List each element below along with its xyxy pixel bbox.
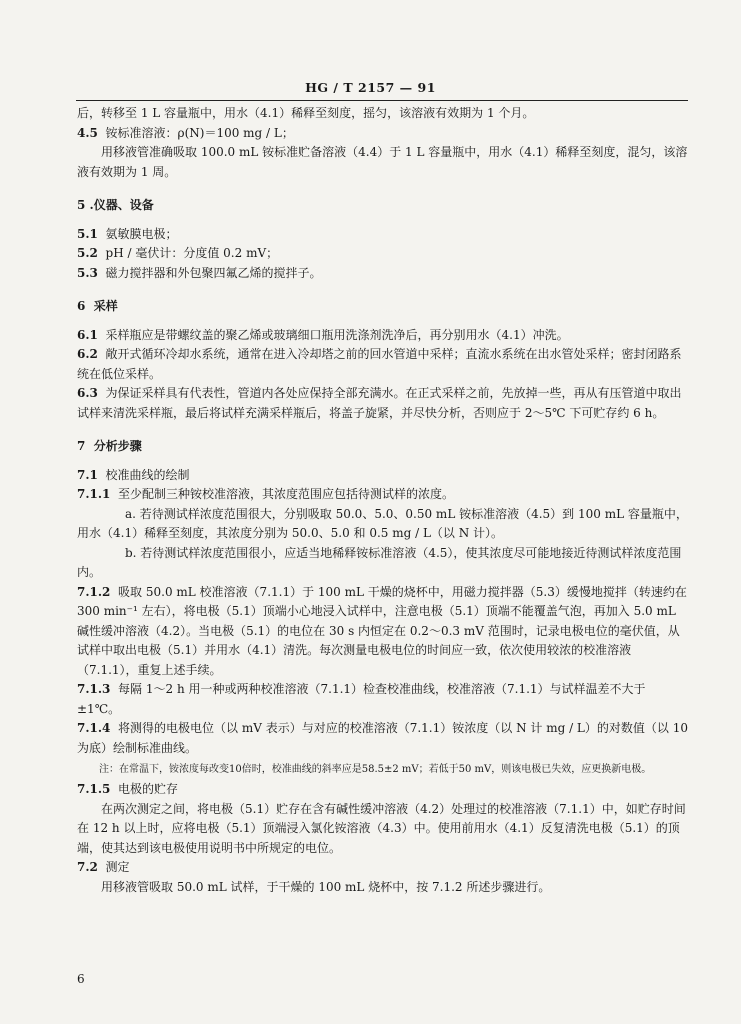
section-text: 为保证采样具有代表性，管道内各处应保持全部充满水。在正式采样之前，先放掉一些，再从有压管道中取出试样来清洗采样瓶，最后将试样充满采样瓶后，将盖子旋紧，并尽快分析，否则应于 2～5℃ 下可贮存约 6 h。 bbox=[77, 386, 682, 420]
paragraph: 后，转移至 1 L 容量瓶中，用水（4.1）稀释至刻度，摇匀，该溶液有效期为 1 个月。 bbox=[77, 106, 535, 120]
section-title: 测定 bbox=[105, 860, 130, 874]
section-title: 电极的贮存 bbox=[118, 782, 179, 796]
list-item-a: a. 若待测试样浓度范围很大，分别吸取 50.0、5.0、0.50 mL 铵标准溶液（4.5）到 100 mL 容量瓶中，用水（4.1）稀释至刻度，其浓度分别为 50.0、5.0 和 0.5 mg / L（以 N 计）。 bbox=[77, 506, 688, 540]
section-7-1-3 bbox=[77, 680, 689, 719]
section-7-1-5 bbox=[77, 780, 689, 800]
section-number: 7.1 bbox=[77, 467, 98, 482]
section-text: 采样瓶应是带螺纹盖的聚乙烯或玻璃细口瓶用洗涤剂洗净后，再分别用水（4.1）冲洗。 bbox=[105, 327, 569, 342]
section-5-3 bbox=[77, 264, 689, 284]
paragraph: 在两次测定之间，将电极（5.1）贮存在含有碱性缓冲溶液（4.2）处理过的校准溶液（7.1.1）中，如贮存时间在 12 h 以上时，应将电极（5.1）顶端浸入氯化铵溶液（4.3）中。使用前用水（4.1）反复清洗电极（5.1）的顶端，使其达到该电极使用说明书中所规定的电位。 bbox=[77, 801, 686, 855]
section-6-2 bbox=[77, 345, 689, 384]
section-7-2 bbox=[77, 858, 689, 878]
section-number: 4.5 bbox=[77, 125, 98, 140]
section-7-heading: 7 分析步骤 bbox=[77, 439, 142, 453]
section-7-1-1 bbox=[77, 485, 689, 505]
section-text: 吸取 50.0 mL 校准溶液（7.1.1）于 100 mL 干燥的烧杯中，用磁力搅拌器（5.3）缓慢地搅拌（转速约在 300 min⁻¹ 左右），将电极（5.1）顶端小心地浸入试样中，注意电极（5.1）顶端不能覆盖气泡，再加入 5.0 mL 碱性缓冲溶液（4.2）。当电极（5.1）的电位在 30 s 内恒定在 0.2～0.3 mV 范围时，记录电极电位的毫伏值，从试样中取出电极（5.1）并用水（4.1）清洗。每次测量电极电位的时间应一致，依次使用较浓的校准溶液（7.1.1），重复上述手续。 bbox=[77, 584, 691, 677]
section-7-1-2 bbox=[77, 583, 689, 681]
section-5-heading: 5 .仪器、设备 bbox=[77, 198, 154, 212]
section-7-1-4 bbox=[77, 719, 692, 758]
section-number: 7.2 bbox=[77, 860, 98, 874]
section-6-1 bbox=[77, 326, 689, 346]
section-number: 5.3 bbox=[77, 265, 98, 280]
section-number: 7.1.3 bbox=[77, 682, 111, 696]
section-number: 6.3 bbox=[77, 386, 98, 400]
section-title: 铵标准溶液：ρ(N)＝100 mg / L； bbox=[105, 125, 294, 140]
section-number: 6.1 bbox=[77, 327, 98, 342]
section-title: 校准曲线的绘制 bbox=[105, 467, 190, 482]
section-5-1 bbox=[77, 225, 689, 245]
section-number: 6.2 bbox=[77, 347, 98, 361]
section-text: 敞开式循环冷却水系统，通常在进入冷却塔之前的回水管道中采样；直流水系统在出水管处采样；密封闭路系统在低位采样。 bbox=[77, 347, 682, 381]
section-text: 每隔 1～2 h 用一种或两种校准溶液（7.1.1）检查校准曲线，校准溶液（7.1.1）与试样温差不大于 ±1℃。 bbox=[77, 682, 650, 716]
note bbox=[77, 761, 689, 778]
paragraph: 用移液管准确吸取 100.0 mL 铵标准贮备溶液（4.4）于 1 L 容量瓶中，用水（4.1）稀释至刻度，混匀，该溶液有效期为 1 周。 bbox=[77, 145, 688, 179]
page-number: 6 bbox=[77, 972, 85, 986]
section-text: 将测得的电极电位（以 mV 表示）与对应的校准溶液（7.1.1）铵浓度（以 N 计 mg / L）的对数值（以 10 为底）绘制标准曲线。 bbox=[77, 721, 692, 755]
section-number: 7.1.5 bbox=[77, 782, 111, 796]
section-7-1 bbox=[77, 466, 689, 486]
standard-code-header: HG / T 2157 — 91 bbox=[305, 80, 436, 95]
section-number: 5.1 bbox=[77, 226, 98, 241]
paragraph: 用移液管吸取 50.0 mL 试样，于干燥的 100 mL 烧杯中，按 7.1.2 所述步骤进行。 bbox=[101, 879, 551, 894]
section-6-heading: 6 采样 bbox=[77, 299, 118, 313]
section-number: 5.2 bbox=[77, 246, 98, 260]
section-4-5 bbox=[77, 124, 689, 144]
note-text: 注：在常温下，铵浓度每改变10倍时，校准曲线的斜率应是58.5±2 mV；若低于50 mV，则该电极已失效，应更换新电极。 bbox=[99, 764, 652, 775]
section-text: 至少配制三种铵校准溶液，其浓度范围应包括待测试样的浓度。 bbox=[118, 487, 455, 501]
section-text: pH / 毫伏计：分度值 0.2 mV； bbox=[105, 246, 279, 260]
header-rule bbox=[76, 100, 688, 101]
section-6-3 bbox=[77, 384, 689, 423]
section-number: 7.1.1 bbox=[77, 487, 111, 501]
document-body bbox=[77, 104, 692, 897]
section-5-2 bbox=[77, 244, 689, 264]
list-item-b: b. 若待测试样浓度范围很小，应适当地稀释铵标准溶液（4.5），使其浓度尽可能地接近待测试样浓度范围内。 bbox=[77, 545, 682, 579]
section-number: 7.1.4 bbox=[77, 721, 111, 735]
section-number: 7.1.2 bbox=[77, 584, 111, 599]
section-text: 磁力搅拌器和外包聚四氟乙烯的搅拌子。 bbox=[105, 265, 322, 280]
section-text: 氨敏膜电极； bbox=[105, 226, 178, 241]
